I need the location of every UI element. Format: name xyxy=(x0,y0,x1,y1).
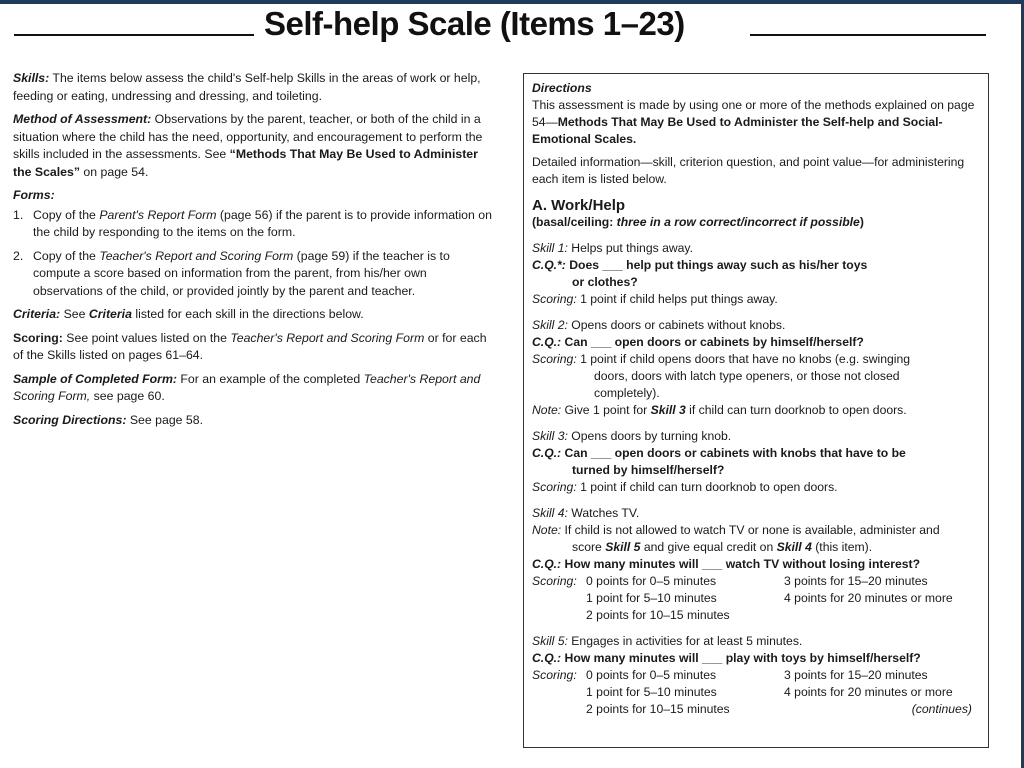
criteria-label: Criteria: xyxy=(13,307,61,321)
directions-heading: Directions xyxy=(532,81,592,95)
skill-5-point-2: 1 point for 5–10 minutes xyxy=(586,685,717,699)
scoring-directions-label: Scoring Directions: xyxy=(13,412,127,427)
section-sub-ital: three in a row correct/incorrect if possible xyxy=(616,215,860,229)
forms-heading xyxy=(13,187,493,205)
skill-5-cq-label: C.Q.: xyxy=(532,651,562,665)
skill-2-text: Opens doors or cabinets without knobs. xyxy=(567,318,786,332)
forms-label: Forms: xyxy=(13,188,55,202)
form-item-1 xyxy=(13,207,493,242)
directions-pre: This assessment is made by using one or more of the methods explained on page 54— xyxy=(532,98,975,129)
skill-4-point-0: 0 points for 0–5 minutes xyxy=(586,574,717,588)
directions-bold: Methods That May Be Used to Administer the Self-help and Social-Emotional Scales. xyxy=(532,115,943,146)
method-bold: “Methods That May Be Used to Administer the Scales” xyxy=(13,147,478,179)
skill-3 xyxy=(532,428,980,445)
method-text: Observations by the parent, teacher, or both of the child in a situation where the child has the need, opportunity, and encouragement to perform the skills included in the assessments. See xyxy=(13,112,483,161)
scoring-directions-paragraph xyxy=(13,412,493,430)
skill-2-note-post: if child can turn doorknob to open doors. xyxy=(685,403,907,417)
skill-5-scoring-label: Scoring: xyxy=(532,668,577,682)
scoring-ital: Teacher's Report and Scoring Form xyxy=(230,330,425,345)
skill-5-point-3: 4 points for 20 minutes or more xyxy=(784,685,953,699)
section-sub-post: ) xyxy=(859,215,864,229)
skill-1-scoring xyxy=(532,291,980,308)
skill-4-cq-label: C.Q.: xyxy=(532,557,562,571)
skill-3-label: Skill 3: xyxy=(532,429,568,443)
skill-3-text: Opens doors by turning knob. xyxy=(567,429,732,443)
skill-1-text: Helps put things away. xyxy=(567,241,694,255)
section-title: A. Work/Help xyxy=(532,197,626,214)
method-paragraph xyxy=(13,111,493,181)
form-item-1-pre: Copy of the xyxy=(33,207,100,222)
skill-4-note xyxy=(532,522,980,539)
form-item-2-post: (page 59) if the teacher is to compute a score based on information from the parent, from his/her own observations of the child, or provided jointly by the parent and teacher. xyxy=(33,248,450,298)
sample-paragraph xyxy=(13,371,493,406)
continues-label: (continues) xyxy=(911,702,972,716)
skill-2-cq xyxy=(532,334,980,351)
skill-3-scoring xyxy=(532,479,980,496)
skill-5-text: Engages in activities for at least 5 minutes. xyxy=(567,634,803,648)
skill-1-cq-text: Does ___ help put things away such as his/her toys xyxy=(565,258,868,272)
scoring-paragraph xyxy=(13,330,493,365)
skill-4-note-bold3: Skill 4 xyxy=(776,540,812,554)
skill-1-cq-label: C.Q.*: xyxy=(532,258,566,272)
form-item-2-text xyxy=(33,248,493,301)
skill-4-point-2: 1 point for 5–10 minutes xyxy=(586,591,717,605)
skill-4-note-cont xyxy=(532,539,980,556)
criteria-pre: See xyxy=(60,307,89,321)
skill-1 xyxy=(532,240,980,257)
skill-5-label: Skill 5: xyxy=(532,634,568,648)
skill-3-scoring-label: Scoring: xyxy=(532,480,577,494)
skill-2-note-label: Note: xyxy=(532,403,562,417)
skill-5-point-4: 2 points for 10–15 minutes xyxy=(586,702,730,716)
skill-4-note-mid2: and give equal credit on xyxy=(640,540,777,554)
skills-label: Skills: xyxy=(13,71,50,85)
skill-2-note xyxy=(532,402,980,419)
section-sub-pre: (basal/ceiling: xyxy=(532,215,617,229)
skill-2-note-pre: Give 1 point for xyxy=(561,403,651,417)
skill-2-cq-text: Can ___ open doors or cabinets by himself/herself? xyxy=(561,335,864,349)
title-row xyxy=(0,4,1024,48)
directions-text xyxy=(532,97,980,148)
form-item-1-text xyxy=(33,207,493,242)
skills-text: The items below assess the child's Self-help Skills in the areas of work or help, feeding or eating, undressing and dressing, and toileting. xyxy=(13,71,481,103)
method-label: Method of Assessment: xyxy=(13,112,152,126)
scoring-pre: See point values listed on the xyxy=(62,330,231,345)
form-item-1-ital: Parent's Report Form xyxy=(99,207,217,222)
skill-4-text: Watches TV. xyxy=(567,506,640,520)
form-item-2-pre: Copy of the xyxy=(33,248,100,263)
criteria-post: listed for each skill in the directions below. xyxy=(131,307,364,321)
section-subtitle xyxy=(532,214,980,231)
skill-4-label: Skill 4: xyxy=(532,506,568,520)
skill-2-label: Skill 2: xyxy=(532,318,568,332)
skill-3-cq-text: Can ___ open doors or cabinets with knobs that have to be xyxy=(561,446,906,460)
sample-label: Sample of Completed Form: xyxy=(13,371,177,386)
skills-paragraph xyxy=(13,70,493,105)
skill-1-scoring-text: 1 point if child helps put things away. xyxy=(576,292,778,306)
form-item-2-ital: Teacher's Report and Scoring Form xyxy=(99,248,294,263)
left-column xyxy=(13,70,493,435)
skill-2-cq-label: C.Q.: xyxy=(532,335,562,349)
skill-4-scoring-label: Scoring: xyxy=(532,574,577,588)
skill-2 xyxy=(532,317,980,334)
skill-4-note-pre2: score xyxy=(572,540,606,554)
criteria-paragraph xyxy=(13,306,493,324)
scoring-directions-text: See page 58. xyxy=(126,412,204,427)
skill-2-scoring-text: 1 point if child opens doors that have no knobs (e.g. swinging xyxy=(576,352,911,366)
sample-post: see page 60. xyxy=(90,389,165,403)
skill-4-point-3: 4 points for 20 minutes or more xyxy=(784,591,953,605)
form-item-2-num: 2. xyxy=(13,248,24,263)
skill-3-cq-label: C.Q.: xyxy=(532,446,562,460)
skill-2-scoring-label: Scoring: xyxy=(532,352,577,366)
skill-5 xyxy=(532,633,980,650)
page-title: Self-help Scale (Items 1–23) xyxy=(264,5,685,42)
skill-2-note-bold: Skill 3 xyxy=(650,403,686,417)
skill-4-note-post2: (this item). xyxy=(811,540,873,554)
scoring-label: Scoring: xyxy=(13,330,63,345)
skill-3-scoring-text: 1 point if child can turn doorknob to open doors. xyxy=(576,480,838,494)
skill-1-label: Skill 1: xyxy=(532,241,568,255)
scoring-post: or for each of the Skills listed on pages 61–64. xyxy=(13,330,487,362)
sample-ital: Teacher's Report and Scoring Form, xyxy=(13,371,481,403)
skill-3-cq-cont: turned by himself/herself? xyxy=(572,463,725,477)
method-tail: on page 54. xyxy=(80,164,149,179)
skill-2-scoring xyxy=(532,351,980,368)
form-item-2 xyxy=(13,248,493,301)
form-item-1-post: (page 56) if the parent is to provide information on the child by responding to the items on the form. xyxy=(33,207,492,239)
skill-1-cq-cont: or clothes? xyxy=(572,275,638,289)
title-rule-left xyxy=(14,34,254,36)
criteria-bold: Criteria xyxy=(88,307,132,321)
skill-5-point-0: 0 points for 0–5 minutes xyxy=(586,668,717,682)
skill-4-scoring-table xyxy=(532,573,980,624)
skill-3-cq xyxy=(532,445,980,462)
title-rule-right xyxy=(750,34,986,36)
skill-2-scoring-cont2: completely). xyxy=(594,386,660,400)
skill-4-note-text: If child is not allowed to watch TV or none is available, administer and xyxy=(561,523,940,537)
skill-1-scoring-label: Scoring: xyxy=(532,292,577,306)
skill-4-note-label: Note: xyxy=(532,523,562,537)
skill-4-cq-text: How many minutes will ___ watch TV without losing interest? xyxy=(561,557,921,571)
skill-5-point-1: 3 points for 15–20 minutes xyxy=(784,668,928,682)
form-item-1-num: 1. xyxy=(13,207,24,222)
skill-4-note-bold2: Skill 5 xyxy=(605,540,641,554)
detailed-info: Detailed information—skill, criterion question, and point value—for administering each item is listed below. xyxy=(532,155,965,186)
skill-5-scoring-table xyxy=(532,667,980,718)
skill-2-scoring-cont: doors, doors with latch type openers, or those not closed xyxy=(594,369,900,383)
skill-5-cq-text: How many minutes will ___ play with toys by himself/herself? xyxy=(561,651,921,665)
skill-4-point-1: 3 points for 15–20 minutes xyxy=(784,574,928,588)
skill-4-point-4: 2 points for 10–15 minutes xyxy=(586,608,730,622)
directions-box xyxy=(523,73,989,748)
skill-5-cq xyxy=(532,650,980,667)
skill-1-cq xyxy=(532,257,980,274)
skill-4 xyxy=(532,505,980,522)
sample-pre: For an example of the completed xyxy=(176,371,364,386)
skill-4-cq xyxy=(532,556,980,573)
